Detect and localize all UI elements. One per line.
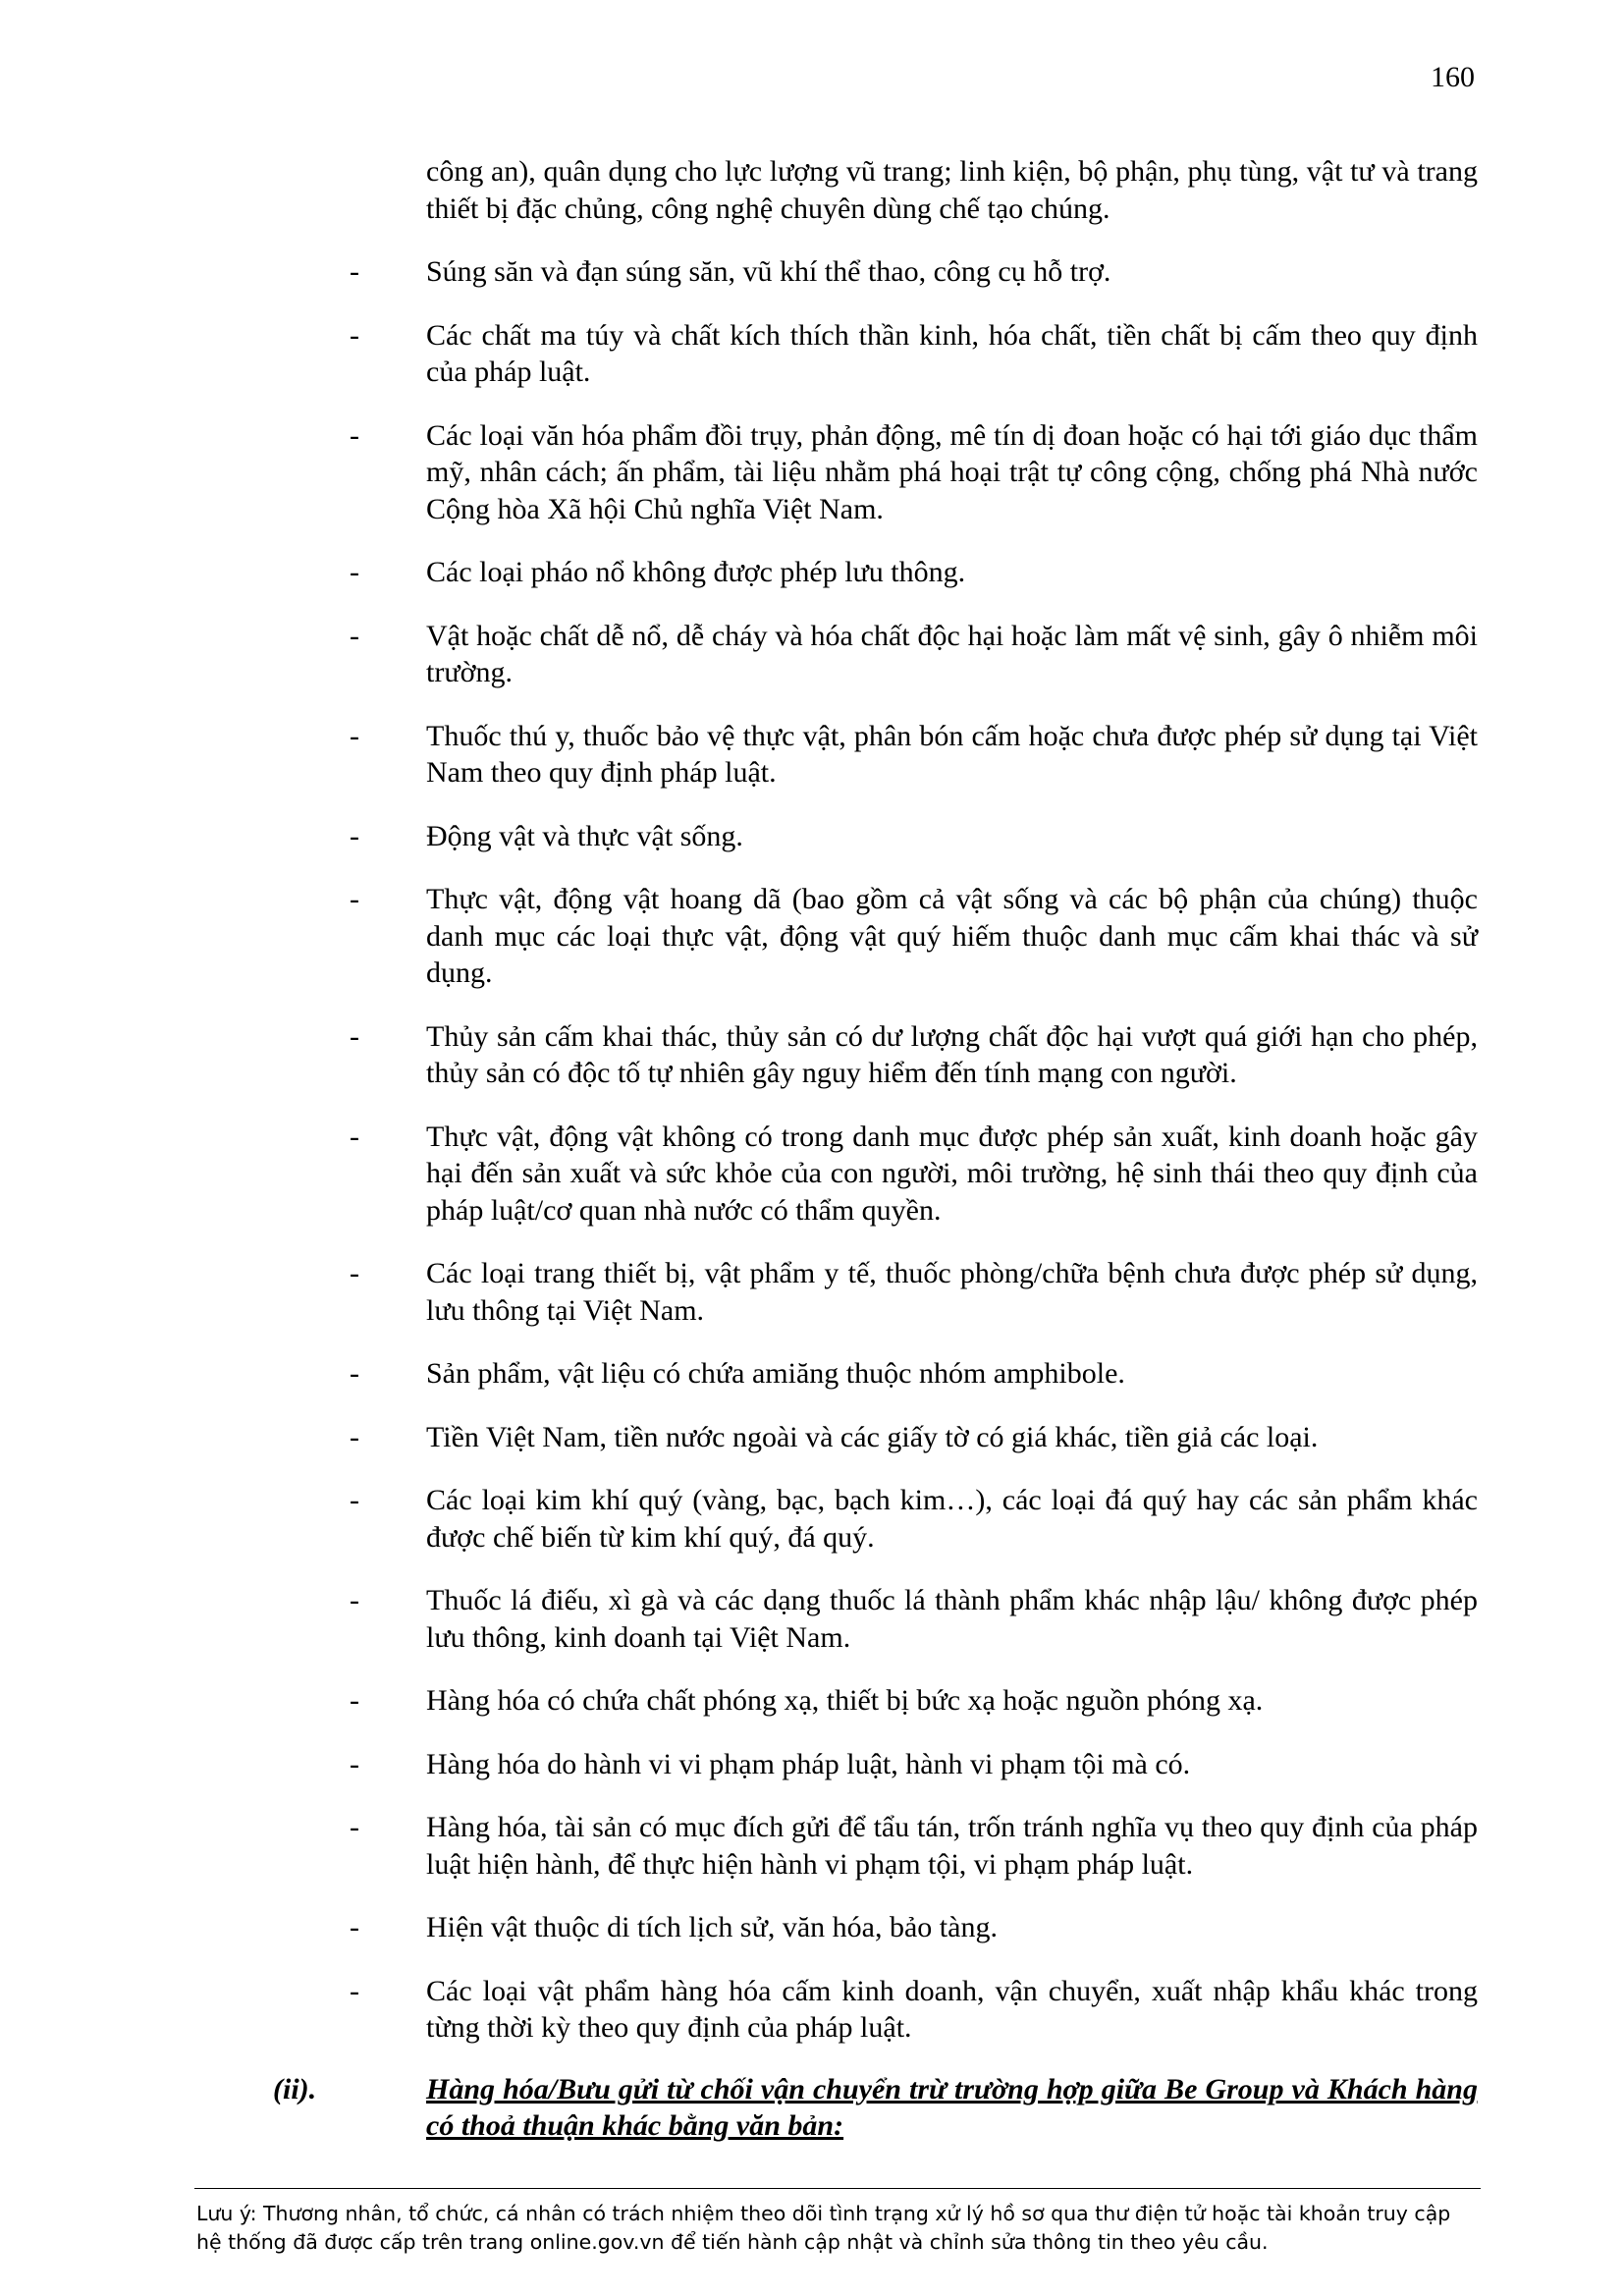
list-item	[267, 417, 1478, 528]
list-item	[267, 618, 1478, 691]
list-item	[267, 1018, 1478, 1092]
list-item	[267, 1809, 1478, 1883]
list-item	[267, 1419, 1478, 1456]
footer-note: Lưu ý: Thương nhân, tổ chức, cá nhân có trách nhiệm theo dõi tình trạng xử lý hồ sơ qua thư điện tử hoặc tài khoản truy cập hệ thống đã được cấp trên trang online.gov.vn để tiến hành cập nhật và chỉnh sửa thông tin theo yêu cầu.	[196, 2202, 1451, 2254]
list-item-text: Sản phẩm, vật liệu có chứa amiăng thuộc nhóm amphibole.	[426, 1357, 1125, 1390]
list-item	[267, 1482, 1478, 1556]
bullet-dash: -	[350, 1811, 359, 1843]
bullet-dash: -	[350, 1584, 359, 1616]
bullet-dash: -	[350, 719, 359, 752]
list-item	[267, 1909, 1478, 1946]
page-number: 160	[1431, 61, 1475, 93]
bullet-dash: -	[350, 1974, 359, 2007]
bullet-dash: -	[350, 1747, 359, 1780]
bullet-dash: -	[350, 1357, 359, 1390]
page-body	[267, 153, 1478, 2145]
prohibited-items-list	[267, 253, 1478, 2047]
list-item	[267, 1255, 1478, 1329]
list-item-text: Các loại kim khí quý (vàng, bạc, bạch kim…), các loại đá quý hay các sản phẩm khác được chế biến từ kim khí quý, đá quý.	[426, 1484, 1478, 1554]
section-heading	[267, 2071, 1478, 2145]
list-item	[267, 718, 1478, 792]
list-item	[267, 1582, 1478, 1656]
list-item-text: Các loại trang thiết bị, vật phẩm y tế, thuốc phòng/chữa bệnh chưa được phép sử dụng, lưu thông tại Việt Nam.	[426, 1257, 1478, 1327]
list-item	[267, 1682, 1478, 1720]
list-item-text: Hàng hóa, tài sản có mục đích gửi để tẩu tán, trốn tránh nghĩa vụ theo quy định của pháp luật hiện hành, để thực hiện hành vi phạm tội, vi phạm pháp luật.	[426, 1811, 1478, 1881]
bullet-dash: -	[350, 1257, 359, 1289]
list-item-text: Các loại văn hóa phẩm đồi trụy, phản động, mê tín dị đoan hoặc có hại tới giáo dục thẩm mỹ, nhân cách; ấn phẩm, tài liệu nhằm phá hoại trật tự công cộng, chống phá Nhà nước Cộng hòa Xã hội Chủ nghĩa Việt Nam.	[426, 418, 1478, 525]
bullet-dash: -	[350, 318, 359, 352]
continuation-paragraph: công an), quân dụng cho lực lượng vũ trang; linh kiện, bộ phận, phụ tùng, vật tư và trang thiết bị đặc chủng, công nghệ chuyên dùng chế tạo chúng.	[426, 155, 1478, 225]
bullet-dash: -	[350, 1019, 359, 1053]
bullet-dash: -	[350, 1120, 359, 1153]
list-item-text: Thực vật, động vật hoang dã (bao gồm cả vật sống và các bộ phận của chúng) thuộc danh mục các loại thực vật, động vật quý hiếm thuộc danh mục cấm khai thác và sử dụng.	[426, 883, 1478, 989]
list-item	[267, 317, 1478, 391]
list-item	[267, 1746, 1478, 1783]
bullet-dash: -	[350, 819, 359, 852]
list-item	[267, 554, 1478, 591]
list-item	[267, 818, 1478, 855]
section-heading-text: Hàng hóa/Bưu gửi từ chối vận chuyển trừ trường hợp giữa Be Group và Khách hàng có thoả thuận khác bằng văn bản:	[426, 2072, 1478, 2142]
list-item	[267, 1119, 1478, 1230]
list-item-text: Hàng hóa có chứa chất phóng xạ, thiết bị bức xạ hoặc nguồn phóng xạ.	[426, 1684, 1264, 1717]
list-item	[267, 1973, 1478, 2047]
list-item-text: Các chất ma túy và chất kích thích thần kinh, hóa chất, tiền chất bị cấm theo quy định của pháp luật.	[426, 318, 1478, 388]
list-item-text: Các loại pháo nổ không được phép lưu thông.	[426, 556, 966, 588]
list-item-text: Các loại vật phẩm hàng hóa cấm kinh doanh, vận chuyển, xuất nhập khẩu khác trong từng thời kỳ theo quy định của pháp luật.	[426, 1974, 1478, 2044]
list-item	[267, 1355, 1478, 1393]
list-item-text: Thuốc lá điếu, xì gà và các dạng thuốc lá thành phẩm khác nhập lậu/ không được phép lưu thông, kinh doanh tại Việt Nam.	[426, 1584, 1478, 1654]
bullet-dash: -	[350, 418, 359, 452]
list-item-text: Tiền Việt Nam, tiền nước ngoài và các giấy tờ có giá khác, tiền giả các loại.	[426, 1420, 1319, 1453]
bullet-dash: -	[350, 1911, 359, 1943]
list-item-text: Súng săn và đạn súng săn, vũ khí thể thao, công cụ hỗ trợ.	[426, 255, 1111, 288]
bullet-dash: -	[350, 883, 359, 915]
bullet-dash: -	[350, 619, 359, 652]
list-item-text: Hiện vật thuộc di tích lịch sử, văn hóa, bảo tàng.	[426, 1911, 998, 1943]
bullet-dash: -	[350, 556, 359, 588]
list-item-text: Vật hoặc chất dễ nổ, dễ cháy và hóa chất độc hại hoặc làm mất vệ sinh, gây ô nhiễm môi trường.	[426, 619, 1478, 688]
list-item-text: Thuốc thú y, thuốc bảo vệ thực vật, phân bón cấm hoặc chưa được phép sử dụng tại Việt Nam theo quy định pháp luật.	[426, 719, 1478, 789]
section-number: (ii).	[273, 2072, 317, 2105]
list-item	[267, 881, 1478, 992]
bullet-dash: -	[350, 1684, 359, 1717]
list-item	[267, 253, 1478, 291]
footer-divider	[194, 2188, 1481, 2189]
list-item-text: Động vật và thực vật sống.	[426, 819, 743, 852]
list-item-text: Thực vật, động vật không có trong danh mục được phép sản xuất, kinh doanh hoặc gây hại đến sản xuất và sức khỏe của con người, môi trường, hệ sinh thái theo quy định của pháp luật/cơ quan nhà nước có thẩm quyền.	[426, 1120, 1478, 1227]
list-item-text: Thủy sản cấm khai thác, thủy sản có dư lượng chất độc hại vượt quá giới hạn cho phép, thủy sản có độc tố tự nhiên gây nguy hiểm đến tính mạng con người.	[426, 1019, 1478, 1089]
list-item-text: Hàng hóa do hành vi vi phạm pháp luật, hành vi phạm tội mà có.	[426, 1747, 1191, 1780]
bullet-dash: -	[350, 1484, 359, 1516]
bullet-dash: -	[350, 255, 359, 288]
bullet-dash: -	[350, 1420, 359, 1453]
